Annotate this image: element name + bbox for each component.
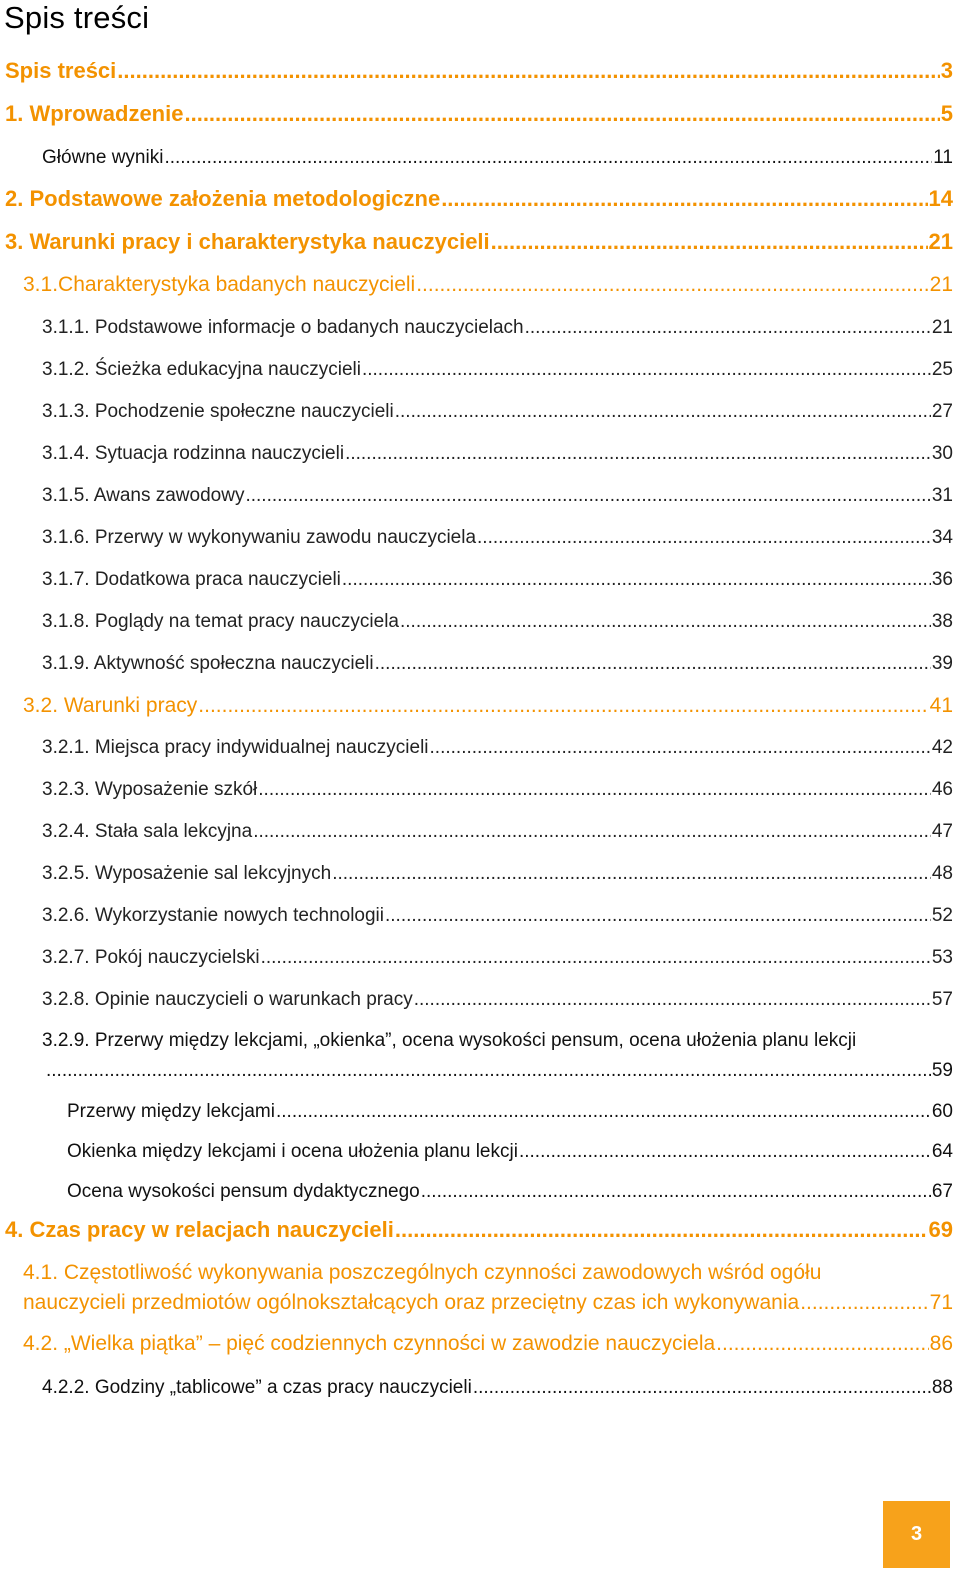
toc-entry-3-1-5[interactable]: [42, 485, 953, 513]
toc-entry-page: 53: [931, 947, 953, 968]
toc-entry-page: 41: [929, 694, 953, 717]
toc-entry-glowne-wyniki[interactable]: [42, 147, 953, 175]
toc-entry-warunki-pracy-charakterystyka[interactable]: [5, 229, 953, 259]
toc-entry-label: 4.2.2. Godziny „tablicowe” a czas pracy nauczycieli: [42, 1377, 472, 1398]
toc-entry-label: 3.2.1. Miejsca pracy indywidualnej nauczycieli: [42, 737, 429, 758]
toc-leader-dots: [395, 1217, 928, 1243]
toc-entry-label: 3.1.3. Pochodzenie społeczne nauczycieli: [42, 401, 394, 422]
toc-entry-3-1-7[interactable]: [42, 569, 953, 597]
toc-leader-dots: [525, 317, 931, 339]
toc-entry-page: 59: [931, 1060, 953, 1081]
toc-entry-okienka[interactable]: [67, 1141, 953, 1169]
toc-leader-dots: [430, 737, 931, 759]
toc-leader-dots: [362, 359, 931, 381]
toc-entry-page: 46: [931, 779, 953, 800]
toc-entry-3-1-2[interactable]: [42, 359, 953, 387]
toc-entry-3-1[interactable]: [23, 273, 953, 303]
toc-entry-page: 30: [931, 443, 953, 464]
toc-entry-page: 48: [931, 863, 953, 884]
toc-entry-3-1-4[interactable]: [42, 443, 953, 471]
toc-entry-label: Okienka między lekcjami i ocena ułożenia planu lekcji: [67, 1141, 518, 1162]
toc-entry-label: 1. Wprowadzenie: [5, 101, 184, 126]
toc-entry-page: 67: [931, 1181, 953, 1202]
toc-entry-3-1-1[interactable]: [42, 317, 953, 345]
toc-leader-dots: [400, 611, 931, 633]
toc-entry-label: 3.1.5. Awans zawodowy: [42, 485, 245, 506]
toc-entry-czas-pracy[interactable]: [5, 1217, 953, 1247]
toc-entry-page: 11: [933, 147, 953, 168]
toc-entry-ocena-pensum[interactable]: [67, 1181, 953, 1209]
toc-entry-label: 3.1.4. Sytuacja rodzinna nauczycieli: [42, 443, 345, 464]
toc-entry-label: 3. Warunki pracy i charakterystyka nauczycieli: [5, 229, 490, 254]
toc-entry-label: 3.1.1. Podstawowe informacje o badanych nauczycielach: [42, 317, 524, 338]
toc-entry-3-2-6[interactable]: [42, 905, 953, 933]
toc-entry-label: 4.2. „Wielka piątka” – pięć codziennych czynności w zawodzie nauczyciela: [23, 1332, 716, 1355]
toc-entry-label: 3.2.4. Stała sala lekcyjna: [42, 821, 253, 842]
toc-leader-dots: [345, 443, 931, 465]
toc-entry-label: 3.1.Charakterystyka badanych nauczycieli: [23, 273, 416, 296]
toc-entry-page: 25: [931, 359, 953, 380]
toc-leader-dots: [198, 694, 928, 718]
toc-entry-label: 4. Czas pracy w relacjach nauczycieli: [5, 1217, 394, 1242]
toc-entry-label: Ocena wysokości pensum dydaktycznego: [67, 1181, 420, 1202]
toc-entry-page: 71: [929, 1291, 953, 1314]
toc-entry-page: 21: [929, 273, 953, 296]
toc-leader-dots: [491, 229, 928, 255]
toc-entry-page: 27: [931, 401, 953, 422]
toc-entry-3-1-3[interactable]: [42, 401, 953, 429]
toc-entry-3-2-3[interactable]: [42, 779, 953, 807]
toc-entry-label: 3.2.8. Opinie nauczycieli o warunkach pracy: [42, 989, 413, 1010]
toc-entry-3-2-5[interactable]: [42, 863, 953, 891]
toc-entry-page: 60: [931, 1101, 953, 1122]
toc-leader-dots: [414, 989, 931, 1011]
toc-entry-page: 31: [931, 485, 953, 506]
toc-entry-4-2[interactable]: [23, 1332, 953, 1362]
toc-entry-label: 3.1.6. Przerwy w wykonywaniu zawodu nauczyciela: [42, 527, 477, 548]
toc-entry-label: Spis treści: [5, 58, 117, 83]
toc-entry-page: 47: [931, 821, 953, 842]
toc-leader-dots: [441, 186, 927, 212]
toc-entry-label: Przerwy między lekcjami: [67, 1101, 275, 1122]
toc-entry-page: 36: [931, 569, 953, 590]
toc-leader-dots: [477, 527, 931, 549]
toc-entry-page: 21: [931, 317, 953, 338]
toc-leader-dots: [253, 821, 931, 843]
toc-entry-page: 5: [940, 101, 953, 126]
toc-entry-page: 64: [931, 1141, 953, 1162]
toc-entry-label: 4.1. Częstotliwość wykonywania poszczególnych czynności zawodowych wśród ogółu: [23, 1261, 822, 1284]
toc-entry-zalozenia-metodologiczne[interactable]: [5, 186, 953, 216]
toc-leader-dots: [716, 1332, 928, 1356]
toc-leader-dots: [416, 273, 928, 297]
page-number-badge: [883, 1501, 950, 1568]
toc-leader-dots: [117, 58, 939, 84]
toc-leader-dots: [332, 863, 931, 885]
toc-entry-label: 3.1.2. Ścieżka edukacyjna nauczycieli: [42, 359, 361, 380]
toc-entry-label: nauczycieli przedmiotów ogólnokształcących oraz przeciętny czas ich wykonywania: [23, 1291, 800, 1314]
page-number: 3: [910, 1523, 923, 1545]
toc-entry-label: 3.2.6. Wykorzystanie nowych technologii: [42, 905, 384, 926]
toc-entry-4-2-2[interactable]: [42, 1377, 953, 1405]
toc-entry-label: 3.2.9. Przerwy między lekcjami, „okienka”, ocena wysokości pensum, ocena ułożenia planu lekcji: [42, 1030, 857, 1051]
toc-entry-3-1-8[interactable]: [42, 611, 953, 639]
toc-leader-dots: [385, 905, 931, 927]
toc-entry-page: 42: [931, 737, 953, 758]
toc-entry-page: 34: [931, 527, 953, 548]
toc-entry-3-2-1[interactable]: [42, 737, 953, 765]
toc-entry-label: 3.1.9. Aktywność społeczna nauczycieli: [42, 653, 374, 674]
toc-leader-dots: [276, 1101, 931, 1123]
toc-entry-page: 52: [931, 905, 953, 926]
toc-entry-page: 38: [931, 611, 953, 632]
toc-leader-dots: [375, 653, 931, 675]
toc-entry-page: 39: [931, 653, 953, 674]
toc-leader-dots: [46, 1060, 931, 1082]
toc-entry-3-2[interactable]: [23, 694, 953, 724]
toc-entry-label: 2. Podstawowe założenia metodologiczne: [5, 186, 441, 211]
toc-entry-4-1[interactable]: [23, 1261, 953, 1321]
toc-entry-wprowadzenie[interactable]: [5, 101, 953, 131]
toc-entry-page: 57: [931, 989, 953, 1010]
toc-leader-dots: [261, 947, 931, 969]
toc-entry-label: Główne wyniki: [42, 147, 164, 168]
toc-leader-dots: [395, 401, 931, 423]
toc-entry-page: 14: [928, 186, 953, 211]
toc-entry-3-2-7[interactable]: [42, 947, 953, 975]
toc-leader-dots: [473, 1377, 931, 1399]
toc-entry-spis-tresci[interactable]: [5, 58, 953, 88]
toc-leader-dots: [245, 485, 930, 507]
toc-entry-page: 21: [928, 229, 953, 254]
toc-entry-3-2-4[interactable]: [42, 821, 953, 849]
toc-leader-dots: [800, 1291, 928, 1315]
toc-entry-line: [45, 1060, 953, 1090]
toc-entry-page: 69: [928, 1217, 953, 1242]
toc-entry-page: 86: [929, 1332, 953, 1355]
toc-leader-dots: [164, 147, 932, 169]
toc-entry-line: [23, 1261, 953, 1291]
toc-entry-label: 3.2.5. Wyposażenie sal lekcyjnych: [42, 863, 332, 884]
page-title: Spis treści: [4, 0, 150, 35]
toc-entry-label: 3.2. Warunki pracy: [23, 694, 198, 717]
toc-entry-line: [23, 1291, 953, 1321]
toc-entry-3-2-9[interactable]: [42, 1030, 953, 1081]
toc-entry-line: [42, 1030, 953, 1060]
toc-leader-dots: [184, 101, 939, 127]
toc-entry-label: 3.2.3. Wyposażenie szkół: [42, 779, 258, 800]
toc-leader-dots: [342, 569, 931, 591]
toc-entry-label: 3.2.7. Pokój nauczycielski: [42, 947, 260, 968]
toc-entry-label: 3.1.7. Dodatkowa praca nauczycieli: [42, 569, 341, 590]
toc-entry-page: 3: [940, 58, 953, 83]
toc-entry-label: 3.1.8. Poglądy na temat pracy nauczyciela: [42, 611, 399, 632]
toc-leader-dots: [519, 1141, 931, 1163]
toc-entry-3-2-8[interactable]: [42, 989, 953, 1017]
toc-entry-3-1-6[interactable]: [42, 527, 953, 555]
toc-entry-3-1-9[interactable]: [42, 653, 953, 681]
toc-leader-dots: [258, 779, 931, 801]
toc-leader-dots: [421, 1181, 931, 1203]
toc-entry-page: 88: [931, 1377, 953, 1398]
toc-entry-przerwy-miedzy-lekcjami[interactable]: [67, 1101, 953, 1129]
